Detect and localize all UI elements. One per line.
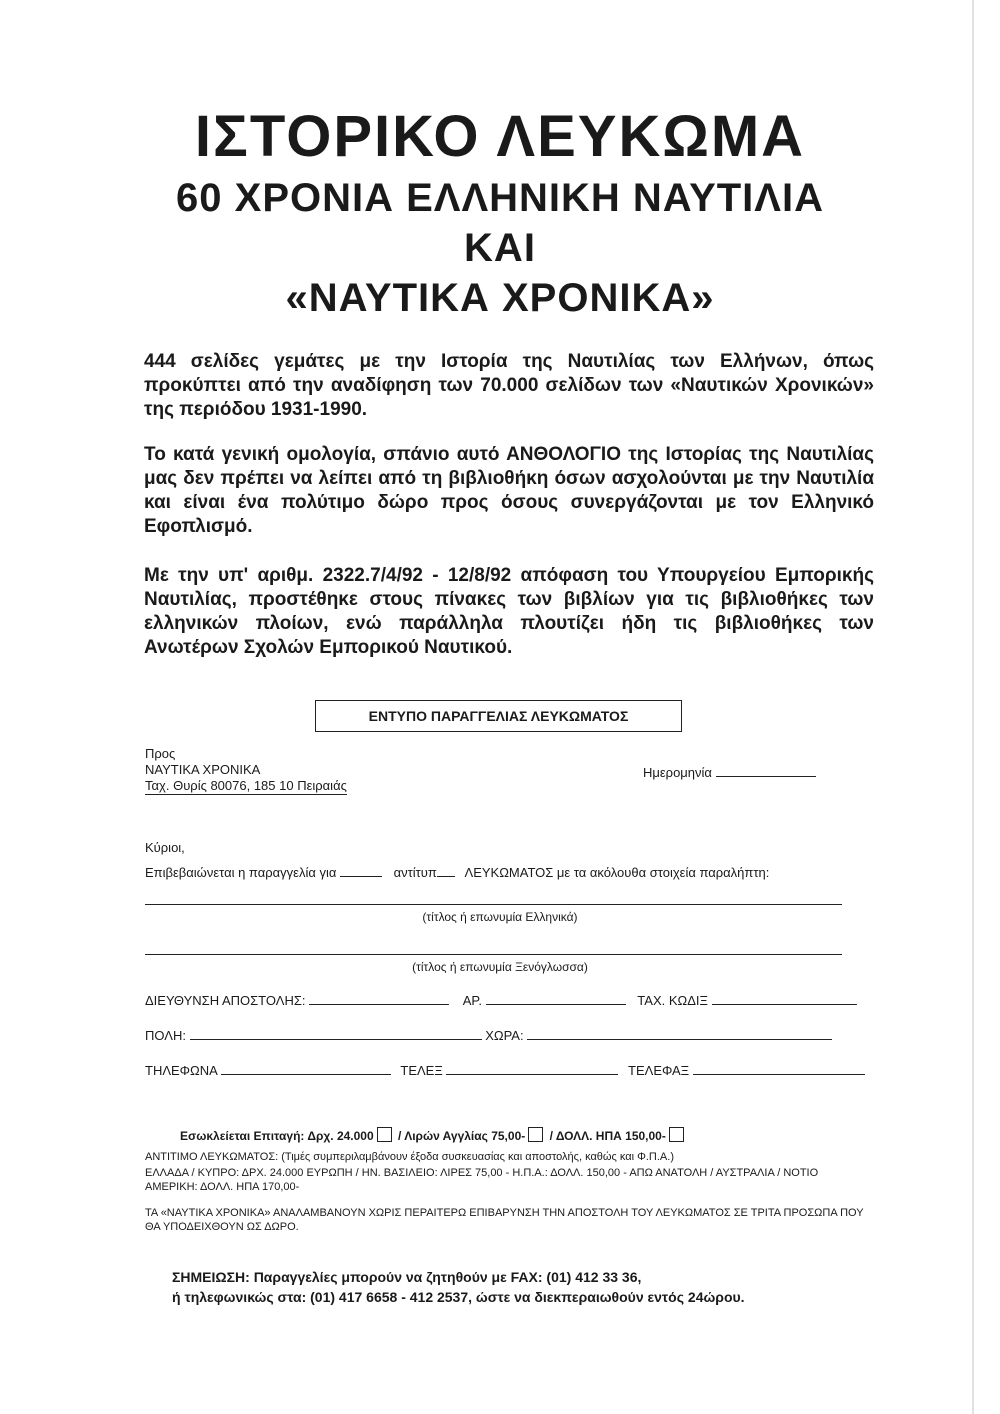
fax-label: ΤΕΛΕΦΑΞ <box>628 1063 690 1078</box>
name-greek-field[interactable] <box>145 904 842 905</box>
phones-field[interactable] <box>221 1062 391 1075</box>
checkbox-drachma[interactable] <box>377 1127 392 1142</box>
contact-note <box>172 1267 745 1307</box>
to-label: Προς <box>145 746 176 761</box>
paragraph-ministry: Με την υπ' αριθμ. 2322.7/4/92 - 12/8/92 απόφαση του Υπουργείου Εμπορικής Ναυτιλίας, προστέθηκε στους πίνακες των βιβλίων για τις βιβλιοθήκες των ελληνικών πλοίων, ενώ παράλληλα πλουτίζει ήδη τις βιβλιοθήκες των Ανωτέρων Σχολών Εμπορικού Ναυτικού. <box>144 565 874 658</box>
fax-field[interactable] <box>693 1062 865 1075</box>
phones-label: ΤΗΛΕΦΩΝΑ <box>145 1063 218 1078</box>
confirm-suffix: ΛΕΥΚΩΜΑΤΟΣ με τα ακόλουθα στοιχεία παραλήπτη: <box>464 865 770 880</box>
postcode-label: ΤΑΧ. ΚΩΔΙΞ <box>637 993 708 1008</box>
city-row <box>145 1027 832 1043</box>
number-label: ΑΡ. <box>462 993 483 1008</box>
paragraph-anthology: Το κατά γενική ομολογία, σπάνιο αυτό ΑΝΘΟΛΟΓΙΟ της Ιστορίας της Ναυτιλίας μας δεν πρέπει να λείπει από τη βιβλιοθήκη όσων ασχολούνται με την Ναυτιλία και είναι ένα πολύτιμο δώρο προς όσους συνεργάζονται με τον Ελληνικό Εφοπλισμό. <box>144 444 874 537</box>
number-field[interactable] <box>486 992 626 1005</box>
enclosed-label: Εσωκλείεται Επιταγή: <box>180 1129 305 1143</box>
note-line-fax: ΣΗΜΕΙΩΣΗ: Παραγγελίες μπορούν να ζητηθούν με FAX: (01) 412 33 36, <box>172 1269 642 1285</box>
country-label: ΧΩΡΑ: <box>485 1028 524 1043</box>
caption-greek: (τίτλος ή επωνυμία Ελληνικά) <box>422 910 578 924</box>
to-address: Ταχ. Θυρίς 80076, 185 10 Πειραιάς <box>145 778 347 793</box>
subtitle-line-2: ΚΑΙ <box>464 226 536 270</box>
recipient-block <box>145 746 347 795</box>
city-field[interactable] <box>190 1027 482 1040</box>
subtitle-line-3: «ΝΑΥΤΙΚΑ ΧΡΟΝΙΚΑ» <box>285 276 715 320</box>
salutation: Κύριοι, <box>145 840 185 855</box>
payment-options <box>180 1127 687 1143</box>
confirm-copies: αντίτυπ <box>393 865 437 880</box>
telex-label: ΤΕΛΕΞ <box>400 1063 443 1078</box>
name-foreign-field[interactable] <box>145 954 842 955</box>
telex-field[interactable] <box>446 1062 618 1075</box>
copies-suffix-field[interactable] <box>437 864 455 877</box>
note-line-phone: ή τηλεφωνικώς στα: (01) 417 6658 - 412 2537, ώστε να διεκπεραιωθούν εντός 24ώρου. <box>172 1289 745 1305</box>
price-note: ΑΝΤΙΤΙΜΟ ΛΕΥΚΩΜΑΤΟΣ: (Τιμές συμπεριλαμβάνουν έξοδα συσκευασίας και αποστολής, καθώς και Φ.Π.Α.) <box>145 1151 674 1163</box>
address-row <box>145 992 857 1008</box>
date-row <box>643 764 816 780</box>
gift-note: ΤΑ «ΝΑΥΤΙΚΑ ΧΡΟΝΙΚΑ» ΑΝΑΛΑΜΒΑΝΟΥΝ ΧΩΡΙΣ ΠΕΡΑΙΤΕΡΩ ΕΠΙΒΑΡΥΝΣΗ ΤΗΝ ΑΠΟΣΤΟΛΗ ΤΟΥ ΛΕΥΚΩΜΑΤΟΣ ΣΕ ΤΡΙΤΑ ΠΡΟΣΩΠΑ ΠΟΥ ΘΑ ΥΠΟΔΕΙΧΘΟΥΝ ΩΣ ΔΩΡΟ. <box>145 1207 864 1233</box>
date-label: Ημερομηνία <box>643 765 712 780</box>
phones-row <box>145 1062 865 1078</box>
order-form-heading: ΕΝΤΥΠΟ ΠΑΡΑΓΓΕΛΙΑΣ ΛΕΥΚΩΜΑΤΟΣ <box>315 700 682 732</box>
price-regions: ΕΛΛΑΔΑ / ΚΥΠΡΟ: ΔΡΧ. 24.000 ΕΥΡΩΠΗ / ΗΝ. ΒΑΣΙΛΕΙΟ: ΛΙΡΕΣ 75,00 - Η.Π.Α.: ΔΟΛΛ. 150,00 - ΑΠΩ ΑΝΑΤΟΛΗ / ΑΥΣΤΡΑΛΙΑ / ΝΟΤΙΟ ΑΜΕΡΙΚΗ: ΔΟΛΛ. ΗΠΑ 170,00- <box>145 1167 819 1193</box>
to-name: ΝΑΥΤΙΚΑ ΧΡΟΝΙΚΑ <box>145 762 261 777</box>
confirm-row <box>145 864 769 880</box>
address-label: ΔΙΕΥΘΥΝΣΗ ΑΠΟΣΤΟΛΗΣ: <box>145 993 306 1008</box>
subtitle-line-1: 60 ΧΡΟΝΙΑ ΕΛΛΗΝΙΚΗ ΝΑΥΤΙΛΙΑ <box>176 176 824 220</box>
checkbox-pound[interactable] <box>528 1127 543 1142</box>
city-label: ΠΟΛΗ: <box>145 1028 186 1043</box>
address-field[interactable] <box>309 992 449 1005</box>
country-field[interactable] <box>527 1027 832 1040</box>
checkbox-dollar[interactable] <box>669 1127 684 1142</box>
date-field[interactable] <box>716 764 816 777</box>
postcode-field[interactable] <box>712 992 857 1005</box>
option-pound: / Λιρών Αγγλίας 75,00- <box>398 1129 526 1143</box>
confirm-prefix: Επιβεβαιώνεται η παραγγελία για <box>145 865 337 880</box>
caption-foreign: (τίτλος ή επωνυμία Ξενόγλωσσα) <box>412 960 588 974</box>
option-dollar: / ΔΟΛΛ. ΗΠΑ 150,00- <box>549 1129 666 1143</box>
paragraph-intro: 444 σελίδες γεμάτες με την Ιστορία της Ναυτιλίας των Ελλήνων, όπως προκύπτει από την αναδίφηση των 70.000 σελίδων των «Ναυτικών Χρονικών» της περιόδου 1931-1990. <box>144 351 874 420</box>
main-title: ΙΣΤΟΡΙΚΟ ΛΕΥΚΩΜΑ <box>194 104 806 169</box>
option-drachma: Δρχ. 24.000 <box>307 1129 374 1143</box>
copies-field[interactable] <box>340 864 382 877</box>
